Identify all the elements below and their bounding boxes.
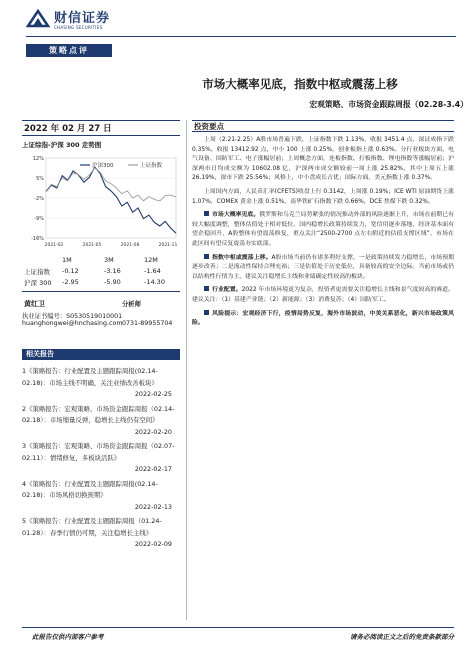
column-divider [186,120,187,620]
report-subtitle: 宏观策略、市场资金跟踪周报（02.28-3.4） [309,100,468,109]
legend-label: 上证指数 [140,163,163,169]
related-report-text: 4《策略报告：行业配置及主题跟踪周报(02.14-02.18)：市场风格切换预期》 [22,479,158,499]
analyst-cert: 执业证书编号：S0530519010001 [22,313,123,320]
perf-row [22,267,180,278]
footer-disclaimer-left: 此报告仅供内部客户参考 [32,633,104,641]
y-tick-label: 12% [32,156,44,162]
analyst-label: 分析师 [122,301,141,308]
related-report-date: 2022-02-09 [134,540,172,548]
x-tick-label: 2021-11 [158,243,178,248]
x-tick-label: 2021-08 [120,243,140,248]
related-report-date: 2022-02-17 [134,465,172,473]
brand-name-en: CHASING SECURITIES [54,25,103,30]
legend-label: 沪深300 [92,163,114,169]
perf-cell: -2.95 [62,278,79,286]
perf-cell: 上证指数 [24,268,50,276]
report-date: 2022 年 02 月 27 日 [24,124,112,134]
chart-title: 上证综指-沪深 300 走势图 [22,141,102,149]
related-report-item[interactable] [22,441,180,476]
perf-header-cell: 3M [104,256,114,264]
perf-header-row [22,256,180,267]
perf-cell: 沪深 300 [24,279,52,287]
summary-point [192,286,454,305]
report-title: 市场大概率见底，指数中枢或震荡上移 [202,77,398,91]
brand-name: 财信证券 [54,11,111,26]
point-label: 市场大概率见底。 [212,212,260,219]
related-report-text: 1《策略报告：行业配置及主题跟踪周报(02.14-02.18)：市场主线不明确，关注业绩改善板块》 [22,367,158,387]
company-logo [26,6,146,34]
header-divider [26,36,456,37]
risk-note [192,310,454,329]
y-tick-label: -16% [31,236,44,242]
related-report-date: 2022-02-20 [134,427,172,436]
point-text: 2022 年市场环境更为复杂，投资者更需要关注稳增长主线和景气度较高的赛道。建议关注：（1）基建产业链；（2）新能源；（3）消费复苏；（4）国防军工。 [192,287,454,303]
summary-paragraph: 上周国内方面，人民币汇率(CFETS)收盘上行 0.3142，上周涨 0.19%；ICE WTI 原油期货上涨 1.07%，COMEX 黄金上涨 0.51%，南华铁矿石指数下跌 0.66%，DCE 焦煤下跌 0.32%。 [192,188,454,205]
point-label: 指数中枢或震荡上移。 [212,254,272,261]
summary-paragraph: 上周（2.21-2.25）A股市场普遍下跌，上证指数下跌 1.13%，收报 3451.4 点，深证成指下跌 0.35%，收报 13412.92 点，中小 100 上涨 0.25%，创业板指上涨 0.63%。分行业板块方面，电气设备、国防军工、电子涨幅居前；上周概念方面，连板指数、打板指数、锂电指数等涨幅居前；沪深两市日均成交额为 10602.08 亿，沪深两市成交额较前一周上涨 25.82%，其中上周五上涨 26.19%，深市下跌 25.56%；风格上，中小盘成长占优；国际方面，美元指数上涨 0.37%。 [192,137,454,182]
logo-mark-icon [26,8,50,30]
perf-cell: -0.12 [62,267,79,275]
perf-row [22,278,180,289]
x-tick-label: 2021-05 [82,243,102,248]
perf-cell: -1.64 [144,267,161,275]
summary-point [192,211,454,249]
related-report-text: 5《策略报告：行业配置及主题跟踪周报（01.24-01.28）：春季行情仍可期，关注稳增长主线》 [22,517,162,537]
analyst-email[interactable]: huanghongwei@hnchasing.com [22,320,123,327]
related-report-item[interactable] [22,404,180,439]
bullet-square-icon [204,286,209,291]
footer-divider [22,627,454,628]
x-tick-label: 2021-02 [44,243,64,248]
analyst-name: 黄红卫 [24,300,45,308]
performance-table [22,256,180,289]
related-report-date: 2022-02-13 [134,502,172,511]
point-text: 俄罗斯和乌克兰局势紧张的情况推动外部的风险逐渐上升，市场在前期已有较大幅度调整，整体估值处于相对低位。国内稳增长政策持续发力，宽信用逐步落地，经济基本面有望企稳回升，A股整体有望震荡修复，重点关注“2500-2700 点左右附近的估值支撑区域”，市场在此区间有望反复震荡夯实底部。 [192,212,455,247]
related-reports-list [22,366,180,554]
perf-cell: -14.30 [144,278,165,286]
summary-body [192,136,454,333]
summary-heading: 投资要点 [192,120,454,132]
report-type-tag: 策略点评 [26,44,112,57]
risk-label: 风险提示： [212,310,243,317]
analyst-phone: 0731-89955704 [122,320,173,327]
footer-disclaimer-right: 请务必阅读正文之后的免责条款部分 [350,633,454,641]
point-text: A股市场当前仍有诸多利好支撑，一是政策持续发力稳增长，市场预期逐步改善；二是流动性保持合理充裕；三是估值处于历史低位，具备较高的安全边际。当前市场或仍以结构性行情为主，建议关注稳增长主线和业绩确定性较高的板块。 [192,254,455,280]
related-report-text: 3《策略报告：宏观策略、市场资金跟踪周报（02.07-02.11）：情绪修复，多板块活跃》 [22,442,175,462]
related-report-item[interactable] [22,479,180,514]
bullet-square-icon [204,254,209,259]
summary-point [192,254,454,283]
date-bar [22,120,180,136]
series-line-1 [46,168,176,201]
perf-header-cell: 12M [144,256,158,264]
risk-text: 宏观经济下行，疫情局势反复，海外市场波动，中美关系恶化，新兴市场政策风险。 [192,310,455,327]
index-trend-chart [20,152,180,252]
y-tick-label: -9% [34,216,44,222]
y-tick-label: 5% [36,176,44,182]
point-label: 行业配置。 [212,287,242,294]
related-reports-heading: 相关报告 [22,349,180,360]
related-report-item[interactable] [22,516,180,551]
perf-header-cell: 1M [62,256,72,264]
y-tick-label: -2% [34,196,44,202]
perf-cell: -3.16 [104,267,121,275]
perf-divider [22,291,180,292]
bullet-square-icon [204,211,209,216]
analyst-block [22,299,180,330]
related-report-item[interactable] [22,366,180,401]
bullet-square-icon [204,310,209,315]
perf-cell: -5.90 [104,278,121,286]
related-report-date: 2022-02-25 [134,390,172,398]
related-report-text: 2《策略报告：宏观策略、市场资金跟踪周报（02.14-02.18）：市场缩量反弹，稳增长主线仍有空间》 [22,404,175,424]
